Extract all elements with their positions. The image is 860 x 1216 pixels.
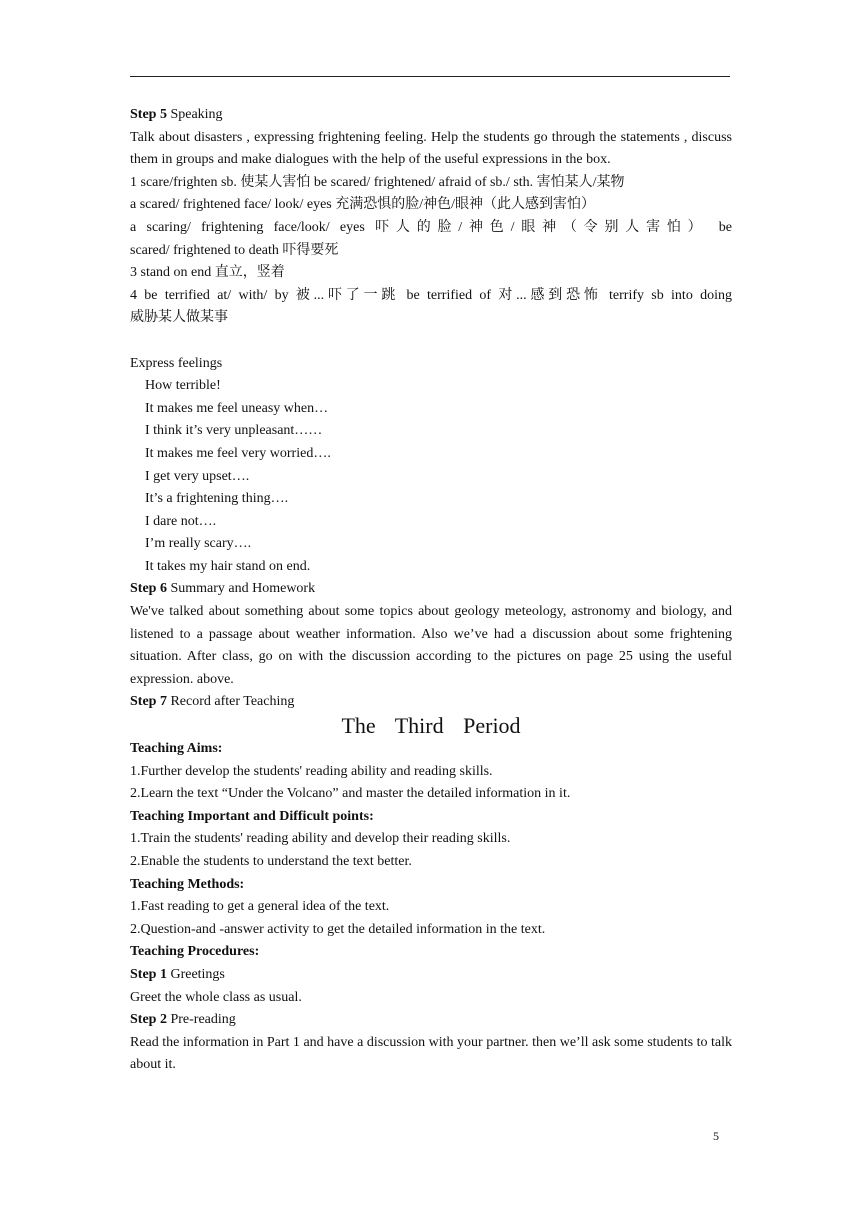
methods-item: 1.Fast reading to get a general idea of the text. (130, 899, 390, 915)
step6-label: Step 6 (130, 581, 167, 597)
points-heading-text: Teaching Important and Difficult points: (130, 808, 374, 824)
proc-step1-label: Step 1 (130, 966, 167, 982)
methods-heading (130, 874, 732, 897)
express-item: It makes me feel very worried…. (145, 445, 331, 461)
express-item: It makes me feel uneasy when… (145, 400, 329, 416)
methods-heading-text: Teaching Methods: (130, 876, 245, 892)
express-item: I think it’s very unpleasant…… (145, 423, 323, 439)
step5-intro: Talk about disasters , expressing frightening feeling. Help the students go through the statements , discuss them in groups and make dialogues with the help of the useful expressions in the box. (130, 129, 732, 168)
step5-line6c: terrify sb into doing (609, 287, 733, 303)
aims-item: 2.Learn the text “Under the Volcano” and master the detailed information in it. (130, 786, 571, 802)
express-item: It takes my hair stand on end. (145, 558, 311, 574)
step5-line4: scared/ frightened to death 吓得要死 (130, 242, 339, 258)
proc-step1-body: Greet the whole class as usual. (130, 989, 302, 1005)
step5-line3a: a scaring/ frightening face/look/ eyes 吓人的脸/神色/眼神（令别人害怕） (130, 219, 709, 235)
proc-step2-heading (130, 1009, 732, 1032)
page-number: 5 (713, 1129, 719, 1143)
step5-title: Speaking (166, 107, 223, 122)
step5-heading (130, 104, 732, 127)
period-title: The Third Period (341, 713, 521, 739)
step5-label: Step 5 (130, 107, 167, 122)
step5-line2: a scared/ frightened face/ look/ eyes 充满恐惧的脸/神色/眼神（此人感到害怕） (130, 197, 596, 213)
step5-line6b: be terrified of 对...感到恐怖 (406, 287, 602, 303)
step7-label: Step 7 (130, 694, 167, 710)
proc-step2-label: Step 2 (130, 1012, 167, 1028)
page-content (130, 104, 732, 1077)
express-item: I dare not…. (145, 513, 217, 529)
step5-line3b: be (718, 219, 733, 235)
procedures-heading-text: Teaching Procedures: (130, 944, 260, 960)
step6-title: Summary and Homework (166, 581, 316, 597)
step6-body: We've talked about something about some topics about geology meteology, astronomy and biology, and listened to a passage about weather information. Also we’ve had a discussion about some frightening situation. After class, go on with the discussion according to the pictures on page 25 using the useful expression. above. (130, 604, 732, 687)
header-rule (130, 76, 730, 77)
proc-step1-heading (130, 964, 732, 987)
points-item: 1.Train the students' reading ability and develop their reading skills. (130, 831, 511, 847)
step7-title: Record after Teaching (166, 694, 295, 710)
points-heading (130, 806, 732, 829)
step5-line1: 1 scare/frighten sb. 使某人害怕 be scared/ frightened/ afraid of sb./ sth. 害怕某人/某物 (130, 174, 625, 190)
proc-step1-title: Greetings (166, 966, 225, 982)
aims-item: 1.Further develop the students' reading ability and reading skills. (130, 763, 493, 779)
methods-item: 2.Question-and -answer activity to get the detailed information in the text. (130, 921, 546, 937)
express-item: I’m really scary…. (145, 536, 252, 552)
express-item: I get very upset…. (145, 468, 250, 484)
procedures-heading (130, 941, 732, 964)
blank-line (130, 330, 732, 353)
express-item: It’s a frightening thing…. (145, 491, 289, 507)
points-item: 2.Enable the students to understand the text better. (130, 854, 412, 869)
step5-line7: 威胁某人做某事 (130, 310, 228, 326)
express-heading: Express feelings (130, 355, 223, 371)
express-item: How terrible! (145, 378, 221, 394)
step5-line5: 3 stand on end 直立，竖着 (130, 265, 285, 281)
step5-line6 (130, 285, 732, 308)
step5-line3 (130, 217, 732, 240)
step7-heading (130, 691, 732, 714)
aims-heading (130, 738, 732, 761)
step5-line6a: 4 be terrified at/ with/ by 被...吓了一跳 (130, 287, 400, 303)
proc-step2-title: Pre-reading (166, 1012, 236, 1028)
proc-step2-body: Read the information in Part 1 and have a discussion with your partner. then we’ll ask some students to talk about it. (130, 1034, 732, 1073)
aims-heading-text: Teaching Aims: (130, 741, 223, 757)
step6-heading (130, 578, 732, 601)
